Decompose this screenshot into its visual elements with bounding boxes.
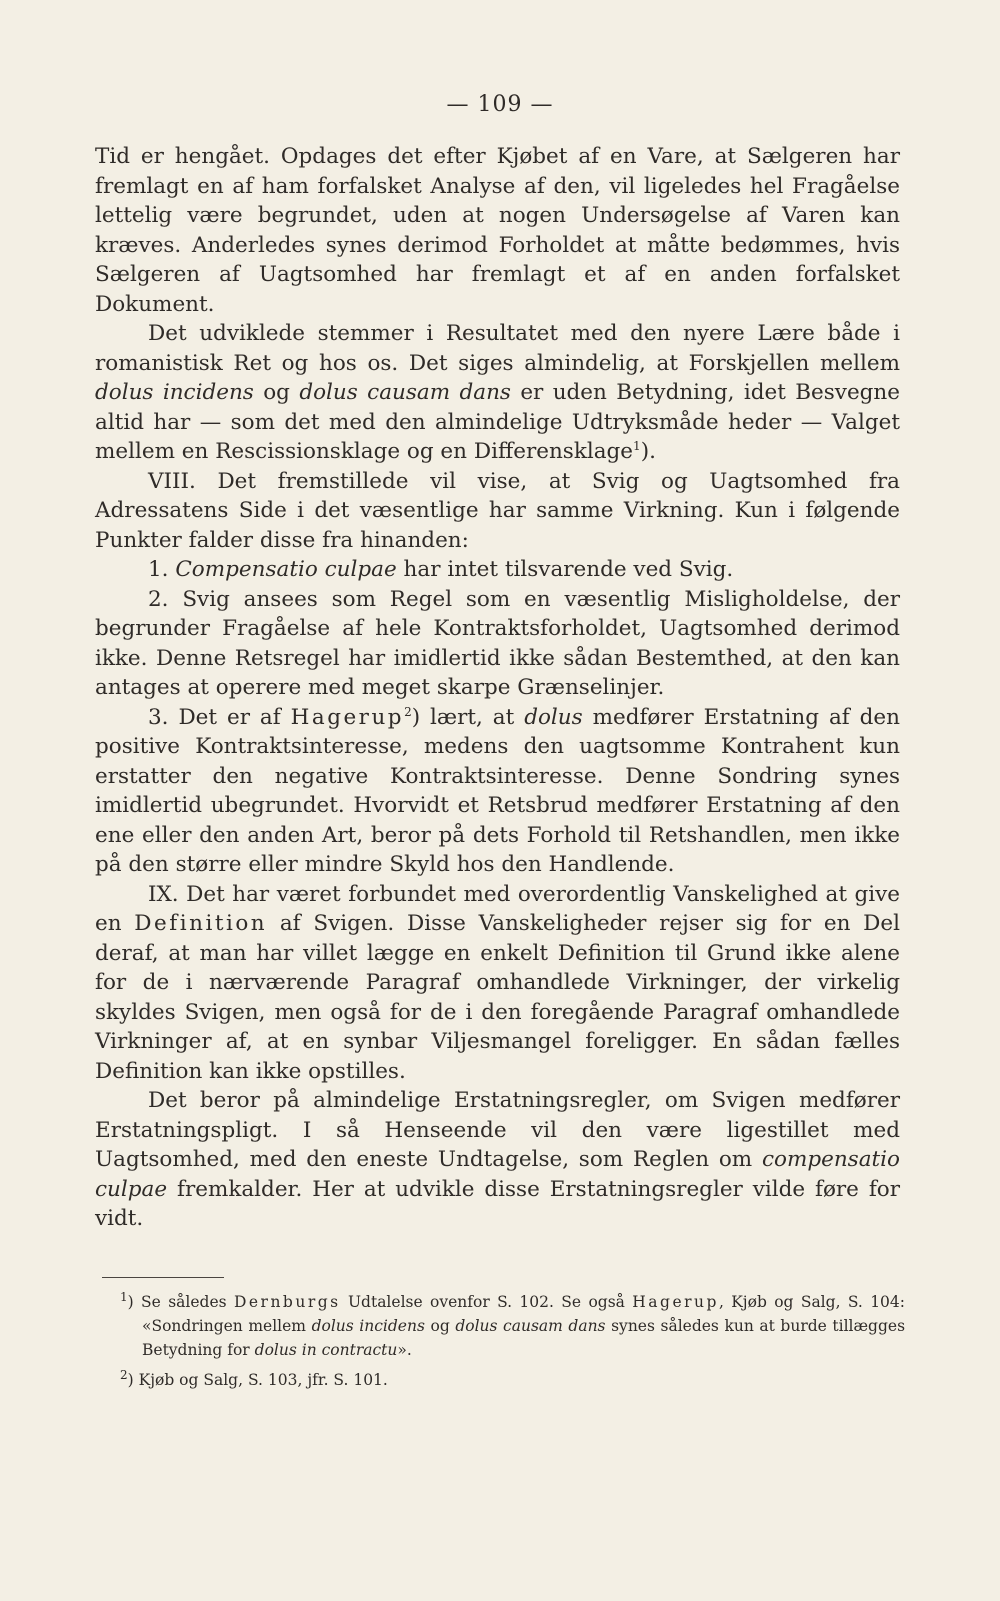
footnote-rule (102, 1277, 224, 1278)
text-run: og (253, 380, 300, 405)
footnote-marker: 2 (120, 1367, 128, 1382)
text-run: fremkalder. Her at udvikle disse Erstatningsregler vilde føre for vidt. (95, 1176, 900, 1231)
page-number: — 109 — (446, 92, 554, 117)
italic-term: dolus (524, 704, 583, 730)
text-run: 2. Svig ansees som Regel som en væsentlig Misligholdelse, der begrunder Fragåelse af hele Kontraktsforholdet, Uagtsomhed derimod ikke. Denne Retsregel har imidlertid ikke sådan Bestemthed, at den kan antages at operere med meget skarpe Grænselinjer. (95, 586, 900, 700)
italic-term: dolus causam dans (455, 1317, 606, 1335)
footnote-fn2 (120, 1368, 905, 1392)
paragraph-p8 (95, 1086, 900, 1234)
text-run: IX. Det har været forbundet med overordentlig Vanskelighed at give en (95, 881, 900, 936)
body-text (95, 142, 900, 1234)
footnote-marker: 2 (404, 704, 412, 719)
text-run: Det beror på almindelige Erstatningsregler, om Svigen medfører Erstatningspligt. I så Henseende vil den være ligestillet med Uagtsomhed, med den eneste Undtagelse, som Reglen om (95, 1088, 900, 1172)
text-run: synes således kun at burde tillægges Betydning for (142, 1317, 906, 1359)
paragraph-p6 (95, 703, 900, 880)
text-run: ) Se således (127, 1293, 234, 1311)
italic-term: Compensatio culpae (175, 557, 397, 582)
text-run: ) lært, at (411, 704, 525, 730)
text-run: af Svigen. Disse Vanskeligheder rejser sig for en Del deraf, at man har villet lægge en enkelt Definition til Grund ikke alene for de i nærværende Paragraf omhandlede Virkninger, der virkelig skyldes Svigen, men også for de i den foregående Paragraf omhandlede Virkninger af, at en synbar Viljesmangel foreligger. En sådan fælles Definition kan ikke opstilles. (95, 911, 900, 1084)
paragraph-p2 (95, 319, 900, 467)
text-run: 3. Det er af (148, 704, 291, 730)
text-run: , Kjøb og Salg, S. 104: «Sondringen mellem (142, 1293, 906, 1335)
spaced-name: Definition (134, 911, 268, 936)
paragraph-p5 (95, 585, 900, 703)
italic-term: dolus causam dans (299, 380, 511, 405)
italic-term: dolus incidens (95, 380, 254, 405)
text-run: medfører Erstatning af den positive Kontraktsinteresse, medens den uagtsomme Kontrahent kun erstatter den negative Kontraktsinteresse. Denne Sondring synes imidlertid ubegrundet. Hvorvidt et Retsbrud medfører Erstatning af den ene eller den anden Art, beror på dets Forhold til Retshandlen, men ikke på den større eller mindre Skyld hos den Handlende. (95, 704, 901, 877)
italic-term: dolus incidens (311, 1317, 425, 1335)
italic-term: compensatio culpae (95, 1147, 900, 1202)
footnote-marker: 1 (633, 438, 641, 453)
italic-term: dolus in contractu (254, 1341, 398, 1359)
spaced-name: Dernburgs (233, 1293, 341, 1311)
paragraph-p7 (95, 880, 900, 1087)
text-run: Tid er hengået. Opdages det efter Kjøbet af en Vare, at Sælgeren har fremlagt en af ham forfalsket Analyse af den, vil ligeledes hel Fragåelse lettelig være begrundet, uden at nogen Undersøgelse af Varen kan kræves. Anderledes synes derimod Forholdet at måtte bedømmes, hvis Sælgeren af Uagtsomhed har fremlagt et af en anden forfalsket Dokument. (95, 144, 900, 317)
footnote-fn1 (120, 1290, 905, 1362)
text-run: ). (640, 439, 656, 464)
text-run: 1. (148, 557, 176, 582)
paragraph-p3 (95, 467, 900, 556)
text-run: ) Kjøb og Salg, S. 103, jfr. S. 101. (127, 1371, 388, 1389)
text-run: Udtalelse ovenfor S. 102. Se også (340, 1293, 633, 1311)
paragraph-p1 (95, 142, 900, 319)
spaced-name: Hagerup (632, 1293, 719, 1311)
paragraph-p4 (95, 555, 900, 585)
text-run: og (424, 1317, 456, 1335)
spaced-name: Hagerup (290, 704, 405, 730)
text-run: er uden Betydning, idet Besvegne altid har — som det med den almindelige Udtryksmåde heder — Valget mellem en Rescissionsklage og en Differensklage (95, 380, 901, 464)
footnotes (120, 1290, 905, 1398)
footnote-marker: 1 (120, 1289, 128, 1304)
text-run: Det udviklede stemmer i Resultatet med den nyere Lære både i romanistisk Ret og hos os. Det siges almindelig, at Forskjellen mellem (95, 321, 900, 376)
text-run: har intet tilsvarende ved Svig. (396, 557, 734, 582)
text-run: VIII. Det fremstillede vil vise, at Svig og Uagtsomhed fra Adressatens Side i det væsentlige har samme Virkning. Kun i følgende Punkter falder disse fra hinanden: (95, 468, 900, 553)
text-run: ». (397, 1341, 412, 1359)
